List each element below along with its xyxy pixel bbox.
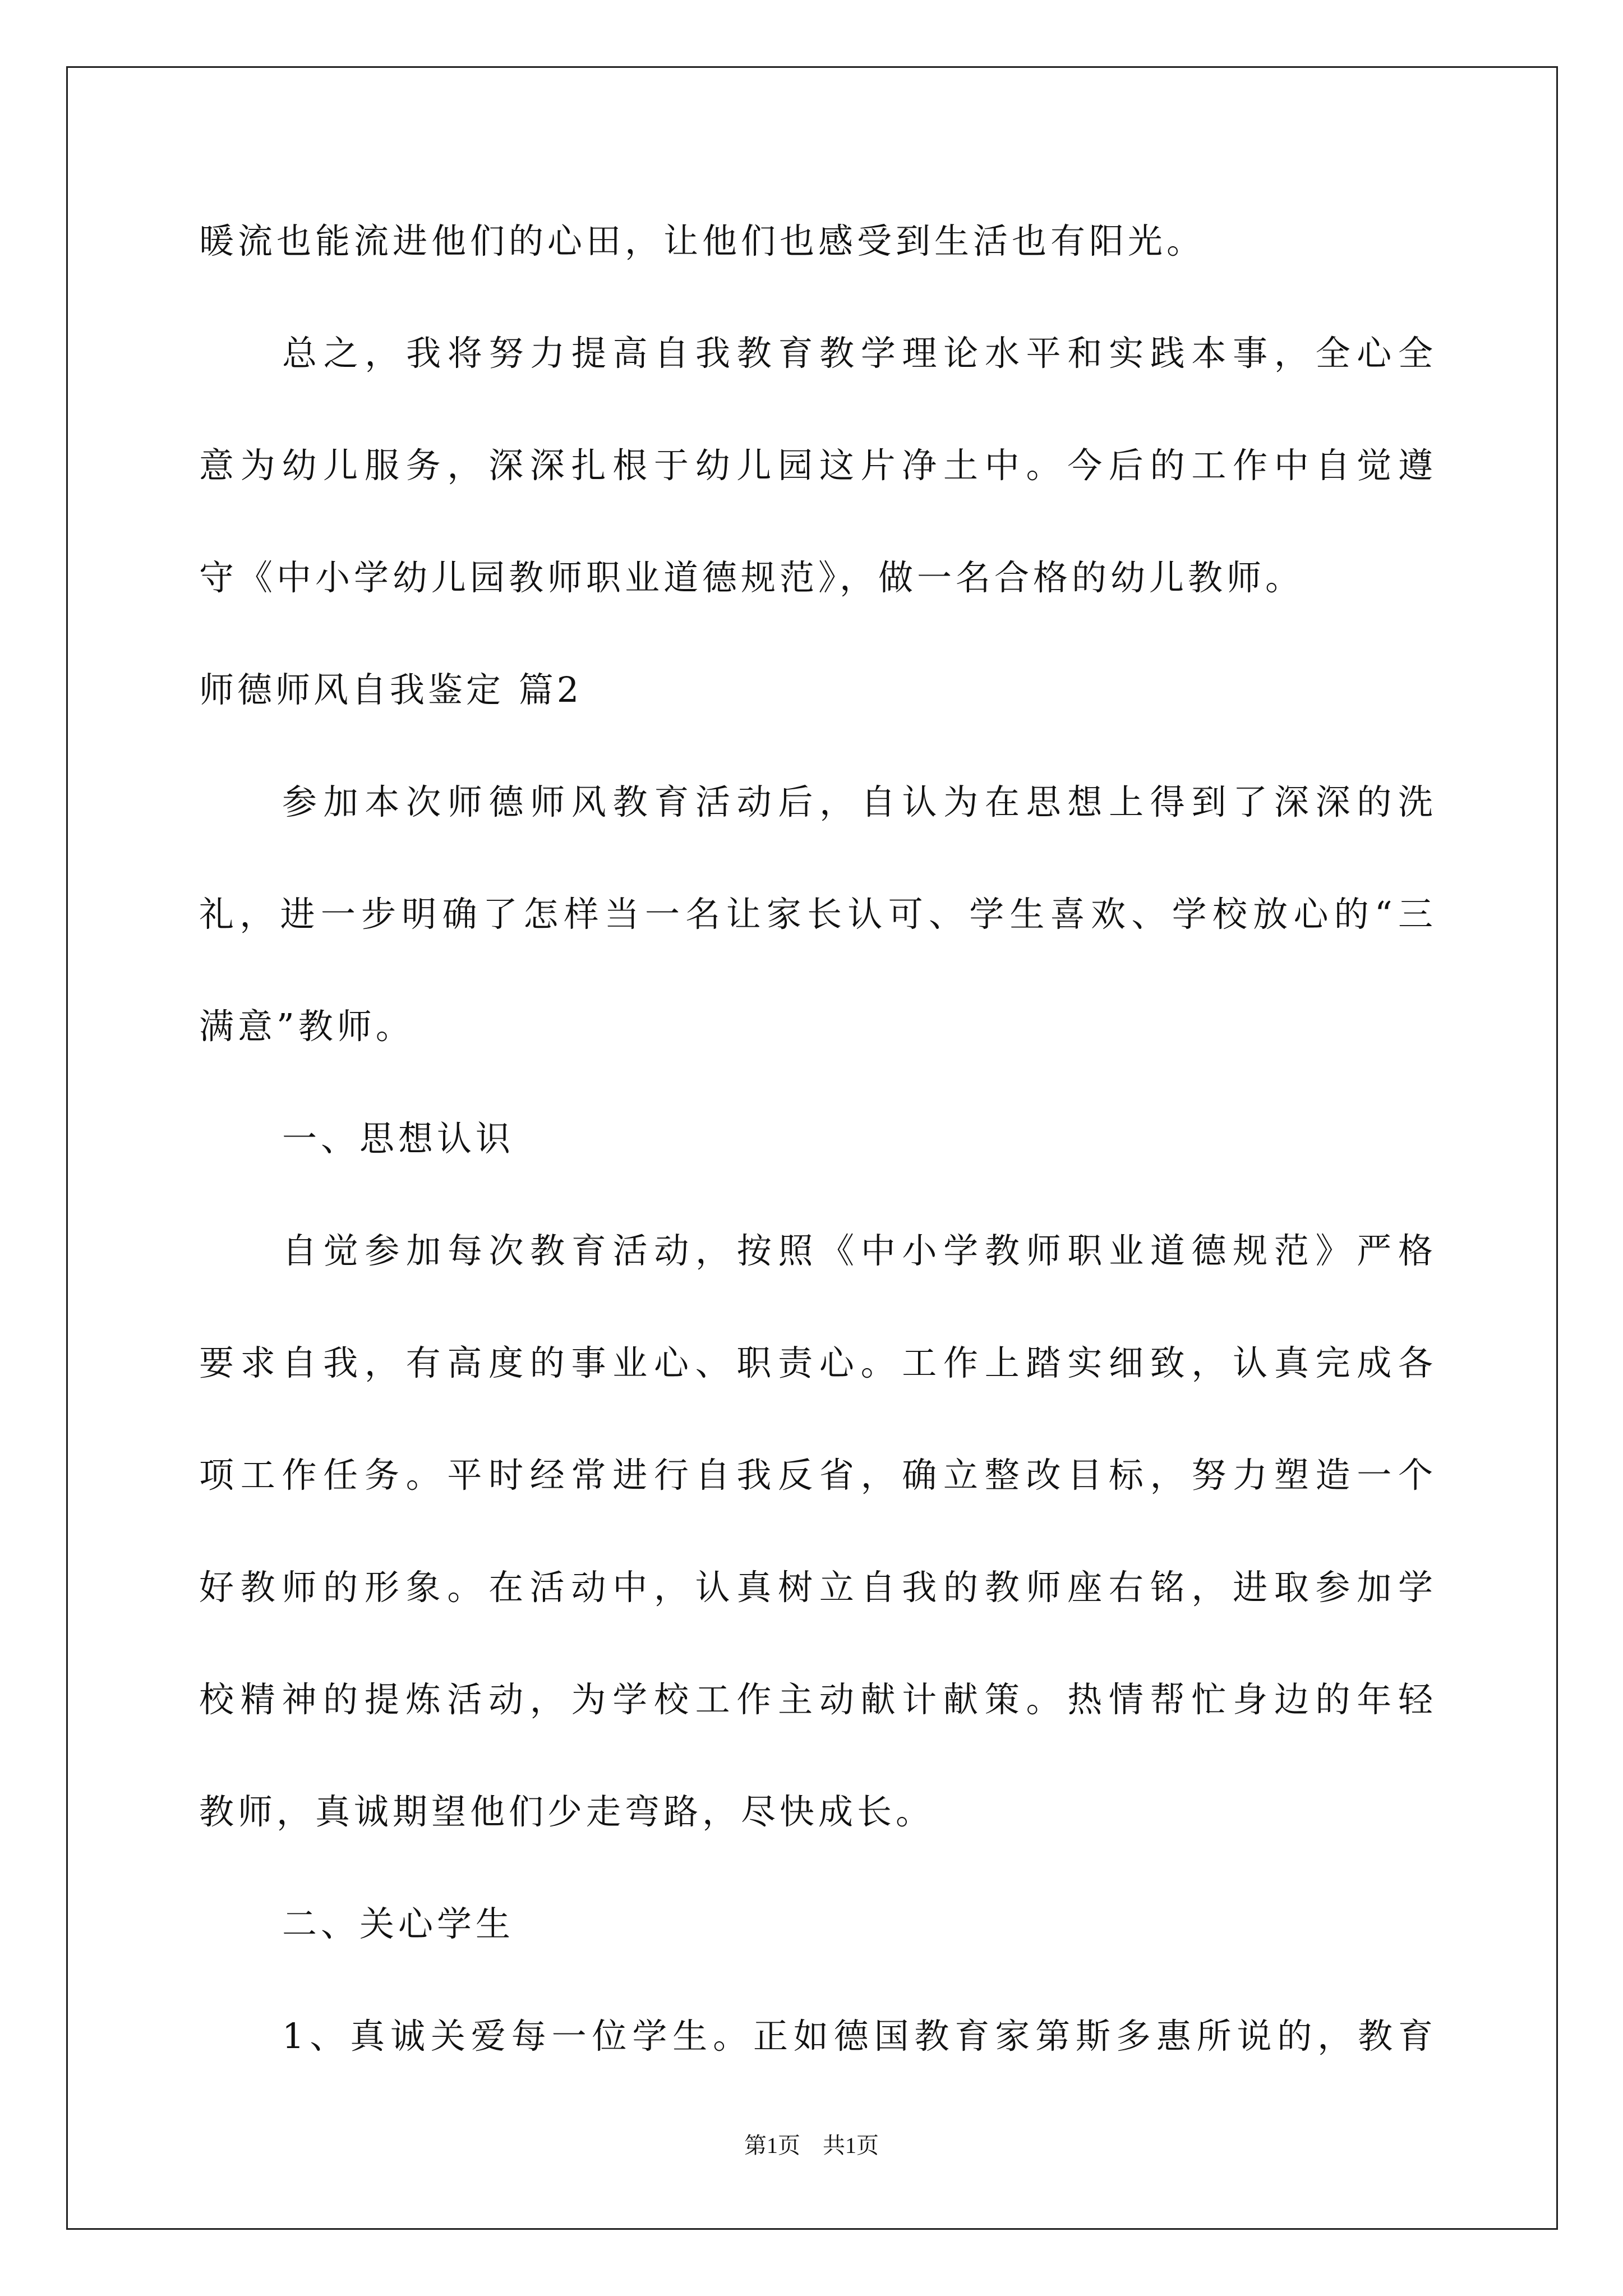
paragraph-line: 项工作任务。平时经常进行自我反省，确立整改目标，努力塑造一个 (199, 1455, 1433, 1496)
paragraph-line: 自觉参加每次教育活动，按照《中小学教师职业道德规范》严格 (282, 1230, 1433, 1271)
paragraph-line: 暖流也能流进他们的心田，让他们也感受到生活也有阳光。 (199, 220, 1206, 261)
paragraph-line: 好教师的形象。在活动中，认真树立自我的教师座右铭，进取参加学 (199, 1567, 1433, 1608)
paragraph-line: 礼，进一步明确了怎样当一名让家长认可、学生喜欢、学校放心的“三 (199, 894, 1433, 935)
paragraph-line: 守《中小学幼儿园教师职业道德规范》，做一名合格的幼儿教师。 (199, 557, 1304, 598)
paragraph-line: 教师，真诚期望他们少走弯路，尽快成长。 (199, 1791, 935, 1832)
page-number-footer: 第1页 共1页 (744, 2133, 879, 2158)
paragraph-line: 总之，我将努力提高自我教育教学理论水平和实践本事，全心全 (282, 333, 1433, 374)
section-heading: 师德师风自我鉴定 篇2 (199, 669, 583, 710)
paragraph-line: 意为幼儿服务，深深扎根于幼儿园这片净土中。今后的工作中自觉遵 (199, 445, 1433, 486)
paragraph-line: 参加本次师德师风教育活动后，自认为在思想上得到了深深的洗 (282, 781, 1433, 822)
subsection-heading: 一、思想认识 (282, 1118, 515, 1159)
paragraph-line: 要求自我，有高度的事业心、职责心。工作上踏实细致，认真完成各 (199, 1342, 1433, 1383)
paragraph-line: 校精神的提炼活动，为学校工作主动献计献策。热情帮忙身边的年轻 (199, 1679, 1433, 1720)
paragraph-line: 满意”教师。 (199, 1006, 414, 1047)
paragraph-line: 1、真诚关爱每一位学生。正如德国教育家第斯多惠所说的，教育 (282, 2016, 1433, 2056)
subsection-heading: 二、关心学生 (282, 1903, 515, 1944)
